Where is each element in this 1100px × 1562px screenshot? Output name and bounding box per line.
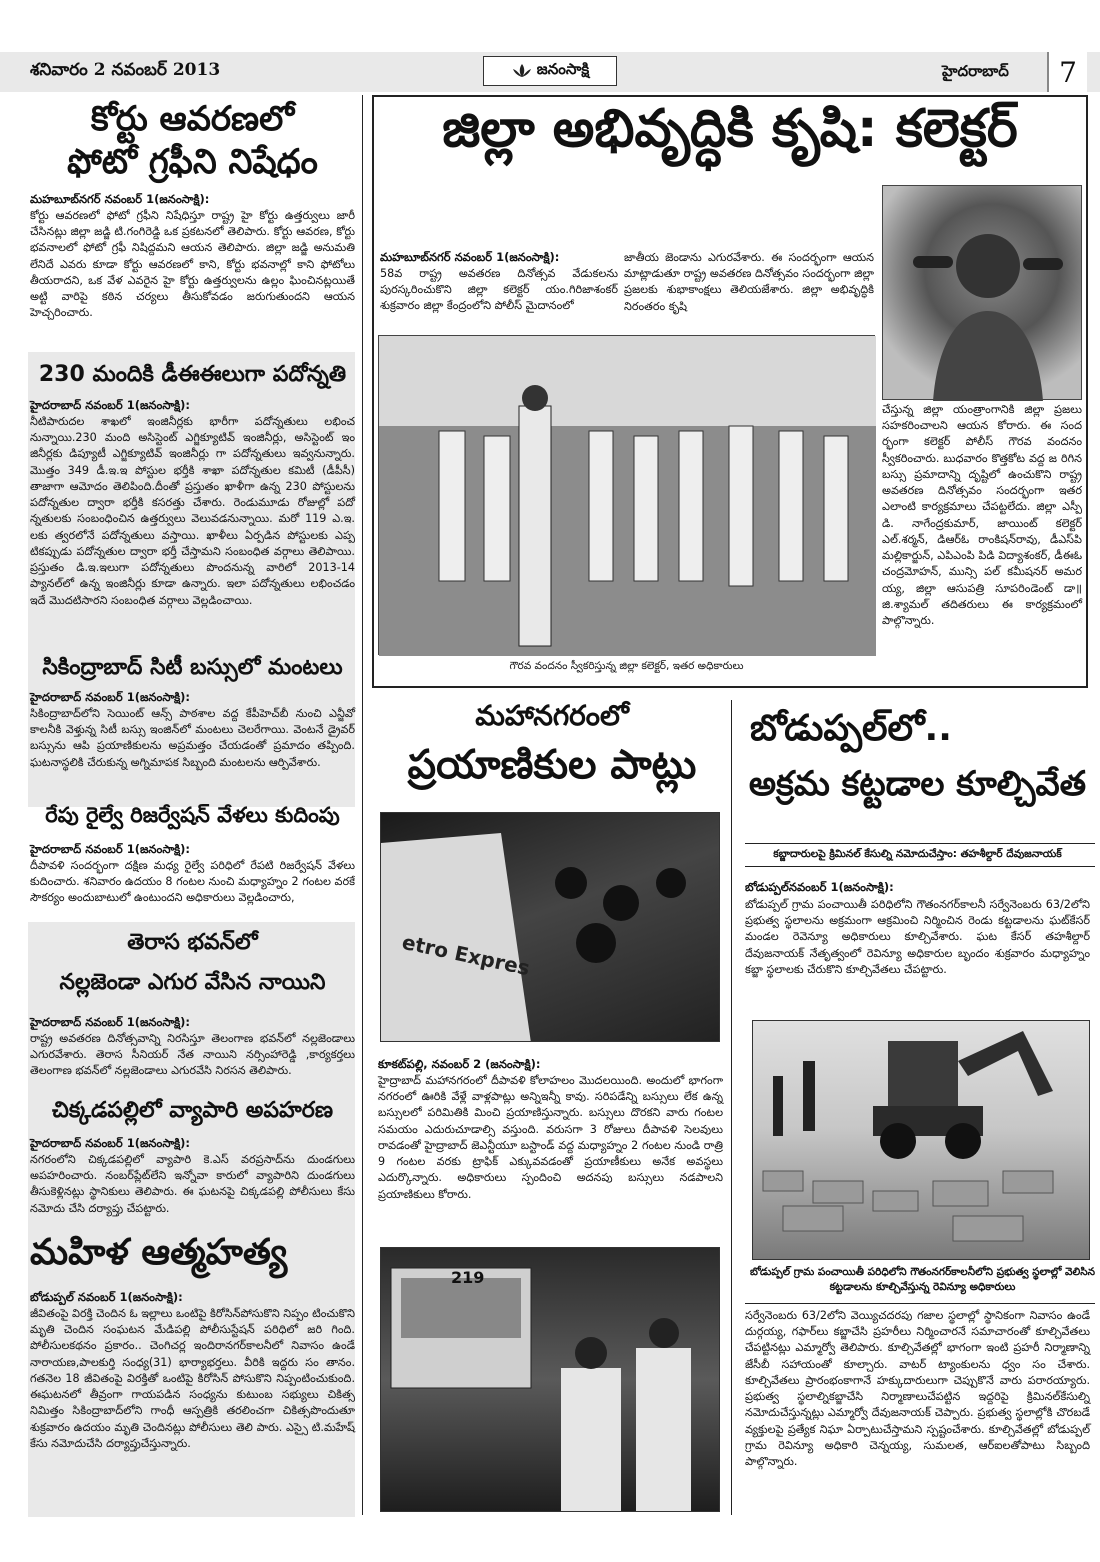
issue-date: శనివారం 2 నవంబర్ 2013: [30, 60, 221, 80]
column-divider-2: [731, 700, 732, 1515]
promotion-headline: 230 మందికి డీఈఈలుగా పదోన్నతి: [38, 362, 347, 387]
demolition-dateline: బోడుప్పల్‌నవంబర్ 1(జనంసాక్షి):: [745, 880, 894, 894]
suicide-dateline: బోడుప్పల్ నవంబర్ 1(జనంసాక్షి):: [30, 1290, 183, 1304]
flag-dateline: హైదరాబాద్ నవంబర్ 1(జనంసాక్షి):: [30, 1015, 191, 1029]
suicide-body: జీవితంపై విరక్తి చెందిన ఓ ఇల్లాలు ఒంటిపై కిరోసిన్‌పోసుకొని నిప్పం టించుకొని మృతి చెందిన సంఘటన మేడిపల్లి పోలీసుస్టేషన్ పరిధిలో జరి గింది. పోలీసులకథనం ప్రకారం.. చెంగిచర్ల ఇందిరానగర్‌కాలనీలో నివాసం ఉండే నారాయణ,పాలకుర్తి సంధ్య(31) భార్యాభర్తలు. వీరికి ఇద్దరు సం తానం. గతనెల 18 జీవితంపై విరక్తితో ఒంటిపై కిరోసిన్ పోసుకొని నిప్పంటించుకుంది. ఈఘటనలో తీవ్రంగా గాయపడిన సంధ్యను కుటుంబ సభ్యులు చికిత్స నిమిత్తం సికింద్రాబాద్‌లోని గాంధీ ఆస్పత్రికి తరలించగా చికిత్సపొందుతూ శుక్రవారం ఉదయం మృతి చెందినట్లు పోలీసులు తెలి పారు. ఎస్సై టి.మహేష్ కేసు నమోదుచేసి దర్యాప్తుచేస్తున్నారు.: [30, 1307, 356, 1450]
bus-route-number: 219: [451, 1268, 485, 1287]
demolition-body-1: బోడుప్పల్ గ్రామ పంచాయితీ పరిధిలోని గౌతంనగర్‌కాలనీ సర్వేనెంబరు 63/2లోని ప్రభుత్వ స్థలాలను అక్రమంగా ఆక్రమించి నిర్మించిన రెండు కట్టడాలను ఘట్‌కేసర్ మండల రెవెన్యూ అధికారులు కూల్చివేశారు. ఘట కేసర్ తహశీల్దార్ దేవుజనాయక్ నేతృత్వంలో రెవిన్యూ అధికారుల బృందం శుక్రవారం మధ్యాహ్నం కబ్జా స్థలాలకు చేరుకొని కూల్చివేతలు చేపట్టారు.: [745, 898, 1090, 976]
demolition-photo-caption: బోడుప్పల్ గ్రామ పంచాయితీ పరిధిలోని గౌతంనగర్‌కాలనీలోని ప్రభుత్వ స్థలాల్లో వెలిసిన కట్టడాలను కూల్చివేస్తున్న రెవిన్యూ అధికారులు: [750, 1266, 1095, 1294]
court-story: [30, 100, 355, 182]
lead-body-col2: జాతీయ జెండాను ఎగురవేశారు. ఈ సందర్భంగా ఆయన మాట్లాడుతూ రాష్ట్ర అవతరణ దినోత్సవం సందర్భంగా జిల్లా ప్రజలకు శుభాకాంక్షలు తెలియజేశారు. జిల్లా అభివృద్ధికి నిరంతరం కృషి: [624, 251, 874, 313]
court-headline-1: కోర్టు ఆవరణలో: [90, 99, 295, 139]
travel-body: హైద్రాబాద్ మహానగరంలో దీపావళి కోలాహలం మొదలయింది. అందులో భాగంగా నగరంలో ఊరికి వేళ్లే వాళ్లపాట్లు అన్నిఇన్నీ కావు. సరిపడేన్ని బస్సులు లేక ఉన్న బస్సులలో పరిమితికి మించి ప్రయాణిస్తున్నారు. బస్సులు దొరకని వారు గంటల సమయం ఎదురుచూడాల్సి వస్తుంది. వరుసగా 3 రోజులు దీపావళి సెలవులు రావడంతో హైద్రాబాద్ జెఎన్టీయూ బస్టాండ్ వద్ద మధ్యాహ్నం 2 గంటల నుండి రాత్రి 9 గంటల వరకు ట్రాఫిక్ ఎక్కువవడంతో ప్రయాణీకులు అనేక అవస్థలు ఎదుర్కొన్నారు. అధికారులు స్పందించి అదనపు బస్సులు నడపాలని ప్రయాణికులు కోరారు.: [378, 1074, 723, 1201]
court-body: కోర్టు ఆవరణలో ఫోటో గ్రఫీని నిషేధిస్తూ రాష్ట్ర హై కోర్టు ఉత్తర్వులు జారీ చేసినట్లు జిల్లా జడ్జి టి.గంగిరెడ్డి ఒక ప్రకటనలో తెలిపారు. కోర్టు ఆవరణ, కోర్టు భవనాలలో ఫోటో గ్రఫీ నిషిద్దమని ఆయన తెలిపారు. జిల్లా జడ్జి అనుమతి లేనిదే ఎవరు కూడా కోర్టు ఆవరణలో కాని, కోర్టు భవనాల్లో కాని ఫోటోలు తీయరాదని, ఒక వేళ ఎవరైన హై కోర్టు ఉత్తర్వులను ఉల్లం ఘించినట్లయితే అట్టి వారిపై కఠిన చర్యలు తీసుకోవడం జరుగుతుందని ఆయన హెచ్చరించారు.: [30, 209, 355, 320]
lead-dateline: మహబూబ్‌నగర్ నవంబర్ 1(జనంసాక్షి):: [380, 250, 560, 264]
railway-dateline: హైదరాబాద్ నవంబర్ 1(జనంసాక్షి):: [30, 842, 191, 856]
caption-rule: [745, 1303, 1095, 1304]
busfire-body: సికింద్రాబాద్‌లోని సెయింట్ ఆన్స్ పాఠశాల వద్ద కేపీహెచ్‌బీ నుంచి ఎన్జీవో కాలనీకి వెళ్తున్న సిటీ బస్సు ఇంజిన్‌లో మంటలు చెలరేగాయి. వెంటనే డ్రైవర్ బస్సును ఆపి ప్రయాణికులను అప్రమత్తం చేయడంతో ప్రమాదం తప్పింది. ఘటనాస్థలికి చేరుకున్న అగ్నిమాపక సిబ్బంది మంటలను ఆర్పివేశారు.: [30, 707, 355, 769]
kidnap-headline: చిక్కడపల్లిలో వ్యాపారి అపహరణ: [51, 1098, 333, 1123]
speaker-portrait-icon: [883, 186, 1083, 401]
travel-dateline: కూకట్‌పల్లి, నవంబర్ 2 (జనంసాక్షి):: [378, 1057, 541, 1071]
flag-body: రాష్ట్ర అవతరణ దినోత్సవాన్ని నిరసిస్తూ తెలంగాణ భవన్‌లో నల్లజెండాలు ఎగురవేశారు. తెరాస సీనియర్ నేత నాయిని నర్సింహారెడ్డి ,కార్యకర్తలు తెలంగాణ భవన్‌లో నల్లజెండాలు ఎగురవేసి నిరసన తెలిపారు.: [30, 1032, 355, 1078]
bus-side-text: etro Expres: [399, 929, 532, 981]
parade-icon: [379, 336, 876, 656]
promotion-dateline: హైదరాబాద్ నవంబర్ 1(జనంసాక్షి):: [30, 398, 191, 412]
railway-body: దీపావళి సందర్భంగా దక్షిణ మధ్య రైల్వే పరిధిలో రేపటి రిజర్వేషన్ వేళలు కుదించారు. శనివారం ఉదయం 8 గంటల నుంచి మధ్యాహ్నం 2 గంటల వరకే సౌకర్యం అందుబాటులో ఉంటుందని అధికారులు వెల్లడించారు,: [30, 859, 355, 905]
travel-headline-1: మహానగరంలో: [475, 699, 629, 732]
demolition-photo: [752, 1020, 1090, 1260]
promotion-body: నీటిపారుదల శాఖలో ఇంజినీర్లకు భారీగా పదోన్నతులు లభించ నున్నాయి.230 మంది అసిస్టెంట్ ఎగ్జిక్యూటివ్ ఇంజినీర్లు, అసిస్టెంట్ ఇం జినీర్లకు డిప్యూటీ ఎగ్జిక్యూటివ్ ఇంజినీర్లు గా పదోన్నతులు ఇవ్వనున్నారు. మొత్తం 349 డీ.ఇ.ఇ పోస్టుల భర్తీకి శాఖా పదోన్నతుల కమిటీ (డీపీసీ) తాజాగా ఆమోదం తెలిపింది.దీంతో ప్రస్తుతం ఖాళీగా ఉన్న 230 పోస్టులను పదోన్నతుల ద్వారా భర్తీకి కసరత్తు చేశారు. రెండుమూడు రోజుల్లో పదో న్నతులకు సంబంధించిన ఉత్తర్వులు వెలువడనున్నాయి. మరో 119 ఎ.ఇ. లకు త్వరలోనే పదోన్నతులు వస్తాయి. ఖాళీలు ఏర్పడిన పోస్టులకు ఎప్ప టికప్పుడు పదోన్నతుల ద్వారా భర్తీ చేస్తామని సంబంధిత వర్గాలు తెలిపాయి. ప్రస్తుతం డి.ఇ.ఇలుగా పదోన్నతులు పొందనున్న వారిలో 2013-14 ప్యానల్‌లో ఉన్న ఇంజినీర్లు కూడా ఉన్నారు. ఇలా పదోన్నతులు లభించడం ఇదే మొదటిసారని సంబంధిత వర్గాలు వెల్లడించాయి.: [30, 415, 355, 607]
flag-headline-2: నల్లజెండా ఎగుర వేసిన నాయిని: [59, 970, 326, 995]
logo-text: జనంసాక్షి: [536, 60, 590, 78]
demolition-subhead: కబ్జాదారులపై క్రిమినల్ కేసుల్ని నమోదుచేస్తాం: తహశీల్దార్ దేవుజనాయక్: [773, 848, 1062, 860]
bus-crowd-photo-2: [380, 1247, 720, 1512]
bus-crowd-photo-1: [380, 812, 720, 1042]
guard-photo-caption: గౌరవ వందనం స్వీకరిస్తున్న జిల్లా కలెక్టర్, ఇతర అధికారులు: [509, 660, 744, 672]
kidnap-body: నగరంలోని చిక్కడపల్లిలో వ్యాపారి కె.ఎస్ వరప్రసాద్‌ను దుండగులు అపహరించారు. నంబర్‌ప్లేట్‌లేని ఇన్నోవా కారులో వ్యాపారిని దుండగులు తీసుకెళ్లినట్లు స్థానికులు తెలిపారు. ఈ ఘటనపై చిక్కడపల్లి పోలీసులు కేసు నమోదు చేసి దర్యాప్తు చేపట్టారు.: [30, 1153, 355, 1215]
page-number: 7: [1047, 52, 1087, 92]
excavator-icon: [753, 1021, 1090, 1260]
flag-headline-1: తెరాస భవన్‌లో: [127, 930, 258, 955]
edition-city: హైదరాబాద్: [942, 62, 1009, 80]
newspaper-logo: [483, 56, 617, 86]
lead-body-col1: 58వ రాష్ట్ర అవతరణ దినోత్సవ వేడుకలను పురస్కరించుకొని జిల్లా కలెక్టర్ యం.గిరిజాశంకర్ శుక్రవారం జిల్లా కేంద్రంలోని పోలీస్ మైదానంలో: [380, 267, 618, 313]
court-headline-2: ఫోటో గ్రఫీని నిషేధం: [67, 142, 318, 183]
railway-headline: రేపు రైల్వే రిజర్వేషన్ వేళలు కుదింపు: [45, 803, 340, 827]
suicide-headline: మహిళ ఆత్మహత్య: [30, 1232, 288, 1273]
collector-photo: [882, 185, 1082, 400]
busfire-dateline: హైదరాబాద్ నవంబర్ 1(జనంసాక్షి):: [30, 690, 191, 704]
bus-door-icon: [381, 1248, 720, 1512]
subhead-rule-bottom: [745, 866, 1095, 867]
demolition-headline-2: అక్రమ కట్టడాల కూల్చివేత: [748, 764, 1087, 804]
bus-crowd-icon: [381, 813, 720, 1042]
busfire-headline: సికింద్రాబాద్ సిటీ బస్సులో మంటలు: [42, 655, 343, 680]
demolition-headline-1: బోడుప్పల్‌లో..: [750, 708, 952, 749]
kidnap-dateline: హైదరాబాద్ నవంబర్ 1(జనంసాక్షి):: [30, 1136, 191, 1150]
travel-headline-2: ప్రయాణికుల పాట్లు: [407, 742, 697, 788]
lotus-icon: [511, 63, 533, 79]
guard-of-honour-photo: [378, 335, 875, 655]
lead-body-col3: చేస్తున్న జిల్లా యంత్రాంగానికి జిల్లా ప్రజలు సహకరించాలని ఆయన కోరారు. ఈ సంద ర్భంగా కలెక్టర్ పోలీస్ గౌరవ వందనం స్వీకరించారు. బుధవారం కొత్తకోట వద్ద జ రిగిన బస్సు ప్రమాదాన్ని దృష్టిలో ఉంచుకొని రాష్ట్ర అవతరణ దినోత్సవం సందర్భంగా ఇతర ఎలాంటి కార్యక్రమాలు చేపట్టలేదు. జిల్లా ఎస్పీ డి. నాగేంద్రకుమార్, జాయింట్ కలెక్టర్ ఎల్.శర్మన్, డిఆర్ఓ రాంకిషన్‌రావు, డీఎస్‌పి మల్లికార్జున్, ఎపిఎంపి పిడి విద్యాశంకర్, డీఈఓ చంద్రమోహన్, మున్సి పల్ కమీషనర్ అమర య్య, జిల్లా ఆసుపత్రి సూపరిండెంట్ డా॥ జి.శ్యామల్ తదితరులు ఈ కార్యక్రమంలో పాల్గొన్నారు.: [882, 403, 1082, 628]
demolition-body-2: సర్వేనెంబరు 63/2లోని వెయ్యిచదరపు గజాల స్థలాల్లో స్థానికంగా నివాసం ఉండే దుర్గయ్య, గఫార్‌లు కబ్జాచేసి ప్రహరీలు నిర్మించారనే సమాచారంతో కూల్చివేతలు చేపట్టినట్లు ఎమ్మార్వో తెలిపారు. కూల్చివేతల్లో భాగంగా ఇంటి ప్రహరీ నిర్మాణాన్ని జేసీబీ సహాయంతో కూల్చారు. వాటర్ ట్యాంకులను ధ్వం సం చేశారు. కూల్చివేతలు ప్రారంభంకాగానే హక్కుదారులుగా చెప్పుకొనే వారు పరారయ్యారు. ప్రభుత్వ స్థలాల్నికబ్జాచేసి నిర్మాణాలుచేపట్టిన ఇద్దరిపై క్రిమినల్‌కేసుల్ని నమోదుచేస్తున్నట్లు ఎమ్మార్వో దేవుజనాయక్ చెప్పారు. ప్రభుత్వ స్థలాల్లోకి చొరబడే వ్యక్తులపై ప్రత్యేక నిఘా ఏర్పాటుచేస్తామని స్పష్టంచేశారు. కూల్చివేతల్లో బోడుప్పల్ గ్రామ రెవిన్యూ అధికారి చెన్నయ్య, సుమలత, ఆర్ఐలతోపాటు సిబ్బంది పాల్గొన్నారు.: [745, 1309, 1090, 1469]
court-dateline: మహబూబ్‌నగర్ నవంబర్ 1(జనంసాక్షి):: [30, 192, 210, 206]
subhead-rule-top: [745, 843, 1095, 844]
column-divider: [362, 95, 363, 1515]
lead-headline: జిల్లా అభివృద్ధికి కృషి: కలెక్టర్: [442, 99, 1018, 159]
